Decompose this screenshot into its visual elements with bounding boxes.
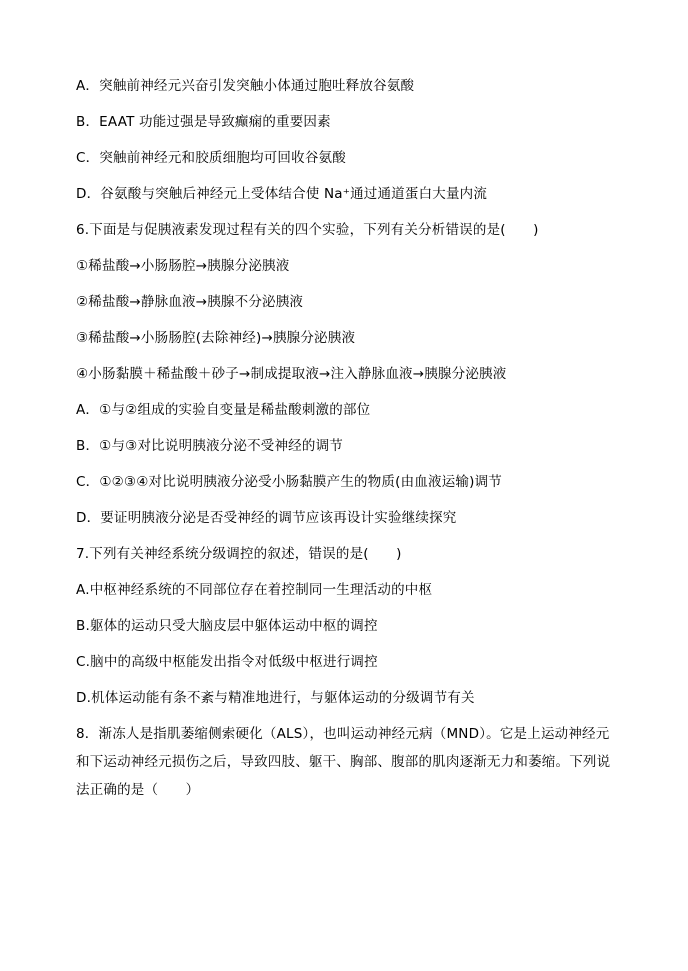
q5-option-a: A．突触前神经元兴奋引发突触小体通过胞吐释放谷氨酸 [76, 78, 415, 94]
q6-experiment-1: ①稀盐酸→小肠肠腔→胰腺分泌胰液 [76, 258, 290, 274]
q6-option-a: A．①与②组成的实验自变量是稀盐酸刺激的部位 [76, 402, 371, 418]
q6-option-d: D．要证明胰液分泌是否受神经的调节应该再设计实验继续探究 [76, 510, 457, 526]
q7-option-c: C.脑中的高级中枢能发出指令对低级中枢进行调控 [76, 654, 378, 670]
q6-experiment-3: ③稀盐酸→小肠肠腔(去除神经)→胰腺分泌胰液 [76, 330, 356, 346]
q6-experiment-4: ④小肠黏膜＋稀盐酸＋砂子→制成提取液→注入静脉血液→胰腺分泌胰液 [76, 366, 507, 382]
q6-option-c: C．①②③④对比说明胰液分泌受小肠黏膜产生的物质(由血液运输)调节 [76, 474, 502, 490]
q5-option-b: B．EAAT 功能过强是导致癫痫的重要因素 [76, 114, 331, 130]
q7-stem: 7.下列有关神经系统分级调控的叙述，错误的是( ) [76, 546, 402, 562]
q5-option-c: C．突触前神经元和胶质细胞均可回收谷氨酸 [76, 150, 346, 166]
q5-option-d: D．谷氨酸与突触后神经元上受体结合使 Na⁺通过通道蛋白大量内流 [76, 186, 488, 202]
q7-option-a: A.中枢神经系统的不同部位存在着控制同一生理活动的中枢 [76, 582, 433, 598]
q6-option-b: B．①与③对比说明胰液分泌不受神经的调节 [76, 438, 343, 454]
q8-stem: 8．渐冻人是指肌萎缩侧索硬化（ALS），也叫运动神经元病（MND）。它是上运动神经元和下运动神经元损伤之后，导致四肢、躯干、胸部、腹部的肌肉逐渐无力和萎缩。下列说法正确的是（ ） [76, 726, 611, 798]
q7-option-b: B.躯体的运动只受大脑皮层中躯体运动中枢的调控 [76, 618, 378, 634]
q6-experiment-2: ②稀盐酸→静脉血液→胰腺不分泌胰液 [76, 294, 304, 310]
q7-option-d: D.机体运动能有条不紊与精准地进行，与躯体运动的分级调节有关 [76, 690, 475, 706]
q6-stem: 6.下面是与促胰液素发现过程有关的四个实验，下列有关分析错误的是( ) [76, 222, 539, 238]
